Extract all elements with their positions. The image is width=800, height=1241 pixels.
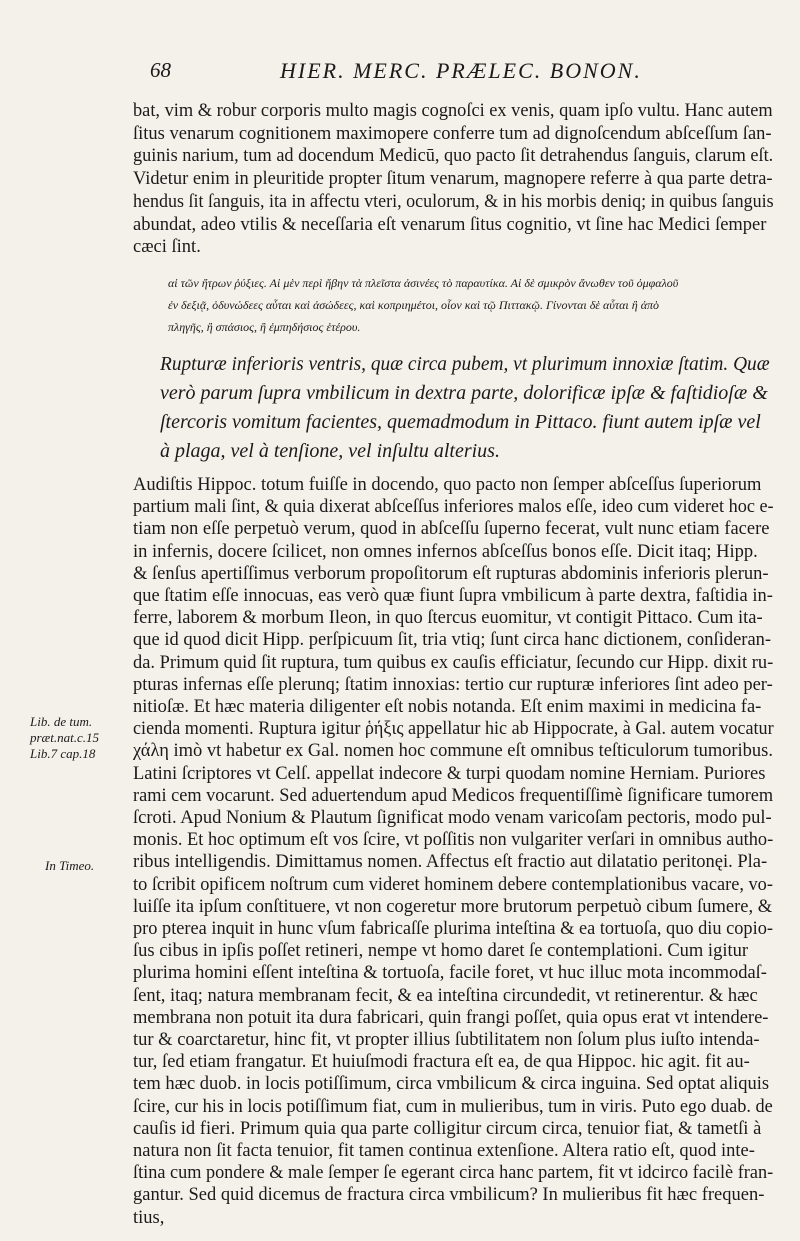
text-line: In Timeo.	[45, 858, 95, 873]
text-line: ferre, laborem & morbum Ileon, in quo ſtercus euomitur, vt contigit Pittaco. Cum ita-	[133, 608, 763, 629]
text-line: gantur. Sed quid dicemus de fractura circa vmbilicum? In mulieribus fit hæc frequen-	[133, 1185, 765, 1206]
text-line: Lib. de tum.	[30, 714, 93, 729]
text-line: Lib.7 cap.18	[30, 746, 96, 761]
text-line: bat, vim & robur corporis multo magis cognoſci ex venis, quam ipſo vultu. Hanc autem	[133, 101, 773, 121]
text-line: Rupturæ inferioris ventris, quæ circa pubem, vt plurimum innoxiæ ſtatim. Quæ	[160, 353, 770, 375]
page-number: 68	[150, 58, 171, 82]
text-line: ſus cibus in ipſis poſſet retineri, nempe vt homo daret ſe contemplationi. Cum igitur	[133, 941, 749, 962]
text-line: à plaga, vel à tenſione, vel inſultu alterius.	[160, 440, 500, 462]
text-line: Audiſtis Hippoc. totum fuiſſe in docendo, quo pacto non ſemper abſceſſus ſuperiorum	[133, 475, 762, 495]
text-line: que id quod dicit Hipp. perſpicuum ſit, tria vtiq; ſunt circa hanc dictionem, conſideran-	[133, 630, 772, 651]
text-line: Latini ſcriptores vt Celſ. appellat indecore & turpi quodam nomine Herniam. Puriores	[133, 763, 766, 784]
text-line: ribus intelligendis. Dimittamus nomen. Affectus eſt fractio aut dilatatio peritonęi. Pla-	[133, 852, 768, 873]
text-line: to ſcribit opificem noſtrum cum videret hominem debere contemplationibus vacare, vo-	[133, 874, 773, 895]
text-line: rami cem vocarunt. Sed aduertendum apud Medicos frequentiſſimè ſignificare tumorem	[133, 785, 774, 806]
text-line: ſtercoris vomitum facientes, quemadmodum in Pittaco. fiunt autem ipſæ vel	[160, 411, 761, 433]
text-line: tem hæc duob. in locis potiſſimum, circa vmbilicum & circa inguina. Sed optat aliquis	[133, 1074, 770, 1095]
text-line: natura non ſit facta tenuior, fit tamen continua extenſione. Altera ratio eſt, quod inte-	[133, 1141, 755, 1161]
text-line: tur, ſed etiam frangatur. Et huiuſmodi fractura eſt ea, de qua Hippoc. hic agit. fit au-	[133, 1052, 750, 1073]
text-line: ſtina cum pondere & male ſemper ſe egerant circa hanc partem, fit vt idcirco facilè fran-	[133, 1163, 774, 1184]
text-line: hendus ſit ſanguis, ita in affectu vteri, oculorum, & in his morbis deniq; in quibus ſanguis	[133, 191, 774, 212]
text-line: præt.nat.c.15	[30, 730, 99, 745]
text-line: cæci ſint.	[133, 237, 201, 258]
text-line: plurima homini eſſent inteſtina & tortuoſa, facile foret, vt huc illuc mota incommodaſ-	[133, 963, 767, 984]
text-line: in infernis, docere ſcilicet, non omnes infernos abſceſſus bonos eſſe. Dicit itaq; Hipp.	[133, 541, 758, 562]
text-line: & ſenſus apertiſſimus verborum propoſitorum eſt rupturas abdominis inferioris plerun-	[133, 563, 769, 584]
text-line: nitioſæ. Et hæc materia diligenter eſt nobis notanda. Eſt enim maximi in medicina fa-	[133, 697, 762, 717]
text-line: αἱ τῶν ἤτρων ῥύξιες. Αἱ μὲν περὶ ἥβην τὰ πλεῖστα ἀσινέες τὸ παραυτίκα. Αἱ δὲ σμικρὸν ἄνωθεν τοῦ ὀμφαλοῦ	[168, 276, 679, 290]
text-line: monis. Et hoc optimum eſt vos ſcire, vt poſſitis non vulgariter verſari in omnibus autho-	[133, 830, 774, 851]
text-line: πληγῆς, ἢ σπάσιος, ἢ ἐμπηδήσιος ἑτέρου.	[168, 320, 361, 334]
text-line: tur & coarctaretur, hinc fit, vt propter illius ſubtilitatem non ſolum plus iuſto intenda-	[133, 1030, 760, 1050]
text-line: membrana non potuit ita dura fabricari, quin frangi poſſet, quia opus erat vt intendere-	[133, 1007, 769, 1028]
text-line: ſcire, cur his in locis potiſſimum fiat, cum in mulieribus, tum in viris. Puto ego duab. de	[133, 1096, 773, 1117]
text-line: ſitus venarum cognitionem maximopere conferre tum ad dignoſcendum abſceſſum ſan-	[133, 123, 772, 144]
text-line: ſent, itaq; natura membranam fecit, & ea inteſtina circundedit, vt retinerentur. & hæc	[133, 985, 758, 1006]
text-line: da. Primum quid ſit ruptura, tum quibus ex cauſis efficiatur, ſecundo cur Hipp. dixit ru-	[133, 652, 774, 673]
running-head: HIER. MERC. PRÆLEC. BONON.	[280, 58, 642, 83]
text-line: cienda momenti. Ruptura igitur ῥήξις appellatur hic ab Hippocrate, à Gal. autem vocatur	[133, 719, 774, 740]
text-line: ἐν δεξιᾷ, ὀδυνώδεες αὗται καὶ ἀσώδεες, καὶ κοπριημέτοι, οἷον καὶ τῷ Πιττακῷ. Γίνονται δὲ αὗται ἢ ἀπὸ	[168, 298, 660, 312]
text-line: pturas infernas eſſe plerunq; ſtatim innoxias: tertio cur rupturæ inferiores ſint adeo per-	[133, 674, 773, 695]
text-line: Videtur enim in pleuritide propter ſitum venarum, magnopere referre à qua parte detra-	[133, 169, 773, 190]
text-line: tius,	[133, 1207, 165, 1228]
text-line: abundat, adeo vtilis & neceſſaria eſt venarum ſitus cognitio, vt ſine hac Medici ſemper	[133, 214, 767, 235]
text-line: pro pterea inquit in hunc vſum fabricaſſe plurima inteſtina & ea tortuoſa, quo diu copio-	[133, 919, 773, 939]
text-line: partium mali ſint, & quia dixerat abſceſſus inferiores malos eſſe, ideo cum videret hoc e-	[133, 497, 774, 518]
text-line: tiam non eſſe perpetuò verum, quod in abſceſſu ſuperno fecerat, vult nunc etiam facere	[133, 519, 770, 540]
text-line: que ſtatim eſſe innocuas, eas verò quæ fiunt ſupra vmbilicum à parte dextra, faſtidia in-	[133, 586, 773, 606]
page-header	[150, 58, 770, 88]
text-line: verò parum ſupra vmbilicum in dextra parte, dolorificæ ipſæ & faſtidioſæ &	[160, 382, 768, 404]
text-line: ſcroti. Apud Nonium & Plautum ſignificat modo venam varicoſam pectoris, modo pul-	[133, 808, 772, 828]
text-line: luiſſe ita ipſum conſtituere, vt non cogeretur more brutorum perpetuò cibum ſumere, &	[133, 896, 773, 917]
text-line: χάλη imò vt habetur ex Gal. nomen hoc commune eſt omnibus teſticulorum tumoribus.	[133, 741, 773, 762]
text-line: cauſis id fieri. Primum quia qua parte colligitur circum circa, tenuior fiat, & tametſi à	[133, 1118, 762, 1139]
text-line: guinis narium, tum ad docendum Medicū, quo pacto ſit detrahendus ſanguis, clarum eſt.	[133, 146, 774, 167]
